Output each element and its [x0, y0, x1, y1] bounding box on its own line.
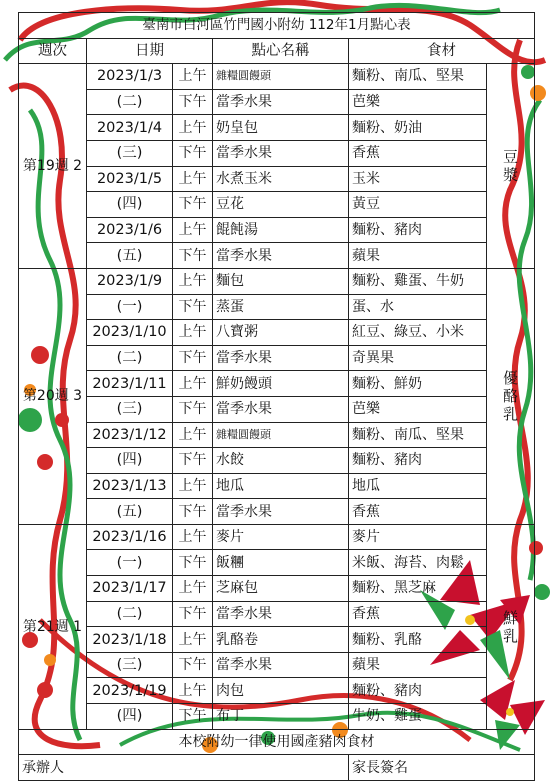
weekday-cell: (一) [87, 294, 173, 320]
snack-pm: 當季水果 [213, 345, 349, 371]
page-title: 臺南市白河區竹門國小附幼 112年1月點心表 [19, 13, 535, 39]
drink-label [487, 268, 535, 524]
snack-am: 餛飩湯 [213, 217, 349, 243]
footer-row [19, 729, 535, 755]
ingredients-am: 麥片 [349, 524, 487, 550]
session-pm: 下午 [173, 550, 213, 576]
session-am: 上午 [173, 524, 213, 550]
ingredients-am: 麵粉、奶油 [349, 115, 487, 141]
session-am: 上午 [173, 627, 213, 653]
ingredients-pm: 蛋、水 [349, 294, 487, 320]
snack-am: 地瓜 [213, 473, 349, 499]
table-row [19, 166, 535, 192]
ingredients-pm: 香蕉 [349, 140, 487, 166]
weekday-cell: (五) [87, 243, 173, 269]
session-pm: 下午 [173, 243, 213, 269]
signature-row [19, 755, 535, 781]
snack-pm: 當季水果 [213, 89, 349, 115]
session-pm: 下午 [173, 345, 213, 371]
table-row [19, 243, 535, 269]
ingredients-pm: 蘋果 [349, 243, 487, 269]
date-cell: 2023/1/19 [87, 678, 173, 704]
drink-char: 乳 [502, 626, 518, 645]
table-row [19, 89, 535, 115]
date-cell: 2023/1/17 [87, 576, 173, 602]
table-row [19, 678, 535, 704]
ingredients-am: 麵粉、雞蛋、牛奶 [349, 268, 487, 294]
snack-pm: 布丁 [213, 704, 349, 730]
snack-am: 奶皇包 [213, 115, 349, 141]
weekday-cell: (四) [87, 448, 173, 474]
weekday-cell: (三) [87, 396, 173, 422]
snack-pm: 當季水果 [213, 499, 349, 525]
table-row [19, 499, 535, 525]
week-label: 第21週 1 [19, 524, 87, 729]
session-pm: 下午 [173, 601, 213, 627]
session-pm: 下午 [173, 140, 213, 166]
ingredients-am: 麵粉、豬肉 [349, 217, 487, 243]
date-cell: 2023/1/12 [87, 422, 173, 448]
date-cell: 2023/1/16 [87, 524, 173, 550]
ingredients-am: 玉米 [349, 166, 487, 192]
ingredients-am: 麵粉、南瓜、堅果 [349, 422, 487, 448]
drink-char: 乳 [502, 405, 518, 424]
snack-am: 乳酪卷 [213, 627, 349, 653]
snack-pm: 飯糰 [213, 550, 349, 576]
table-row [19, 704, 535, 730]
ingredients-am: 麵粉、豬肉 [349, 678, 487, 704]
date-cell: 2023/1/5 [87, 166, 173, 192]
ingredients-am: 麵粉、南瓜、堅果 [349, 64, 487, 90]
table-row [19, 140, 535, 166]
ingredients-pm: 奇異果 [349, 345, 487, 371]
snack-pm: 豆花 [213, 192, 349, 218]
table-row [19, 217, 535, 243]
drink-char: 酪 [502, 387, 518, 406]
session-pm: 下午 [173, 499, 213, 525]
session-am: 上午 [173, 320, 213, 346]
snack-menu-table [18, 12, 535, 781]
date-cell: 2023/1/13 [87, 473, 173, 499]
snack-pm: 水餃 [213, 448, 349, 474]
ingredients-pm: 香蕉 [349, 499, 487, 525]
ingredients-am: 紅豆、綠豆、小米 [349, 320, 487, 346]
session-am: 上午 [173, 678, 213, 704]
snack-am: 雜糧圓饅頭 [213, 422, 349, 448]
ingredients-am: 麵粉、黑芝麻 [349, 576, 487, 602]
ingredients-pm: 蘋果 [349, 652, 487, 678]
date-cell: 2023/1/10 [87, 320, 173, 346]
session-am: 上午 [173, 115, 213, 141]
session-am: 上午 [173, 64, 213, 90]
table-row [19, 652, 535, 678]
snack-pm: 當季水果 [213, 601, 349, 627]
snack-am: 水煮玉米 [213, 166, 349, 192]
session-pm: 下午 [173, 704, 213, 730]
drink-char: 鮮 [502, 608, 518, 627]
table-row [19, 320, 535, 346]
table-row [19, 473, 535, 499]
snack-pm: 當季水果 [213, 396, 349, 422]
ingredients-pm: 牛奶、雞蛋 [349, 704, 487, 730]
weekday-cell: (四) [87, 704, 173, 730]
session-am: 上午 [173, 422, 213, 448]
organizer-signature: 承辦人 [19, 755, 349, 781]
snack-am: 麥片 [213, 524, 349, 550]
session-am: 上午 [173, 217, 213, 243]
date-cell: 2023/1/18 [87, 627, 173, 653]
session-am: 上午 [173, 371, 213, 397]
snack-am: 雜糧圓饅頭 [213, 64, 349, 90]
weekday-cell: (二) [87, 601, 173, 627]
weekday-cell: (三) [87, 140, 173, 166]
ingredients-am: 麵粉、鮮奶 [349, 371, 487, 397]
ingredients-pm: 麵粉、豬肉 [349, 448, 487, 474]
snack-am: 肉包 [213, 678, 349, 704]
parent-signature: 家長簽名 [349, 755, 535, 781]
drink-char: 優 [502, 369, 518, 388]
header-snack: 點心名稱 [213, 38, 349, 64]
snack-am: 麵包 [213, 268, 349, 294]
table-row [19, 64, 535, 90]
drink-char: 豆 [502, 148, 518, 167]
session-pm: 下午 [173, 192, 213, 218]
session-am: 上午 [173, 268, 213, 294]
table-row [19, 115, 535, 141]
table-row [19, 345, 535, 371]
weekday-cell: (三) [87, 652, 173, 678]
table-row [19, 268, 535, 294]
snack-pm: 蒸蛋 [213, 294, 349, 320]
ingredients-am: 麵粉、乳酪 [349, 627, 487, 653]
snack-pm: 當季水果 [213, 652, 349, 678]
snack-am: 芝麻包 [213, 576, 349, 602]
week-label: 第20週 3 [19, 268, 87, 524]
table-row [19, 192, 535, 218]
table-row [19, 550, 535, 576]
weekday-cell: (五) [87, 499, 173, 525]
drink-label [487, 524, 535, 729]
snack-am: 八寶粥 [213, 320, 349, 346]
weekday-cell: (一) [87, 550, 173, 576]
ingredients-pm: 芭樂 [349, 89, 487, 115]
snack-pm: 當季水果 [213, 243, 349, 269]
header-ingredients: 食材 [349, 38, 535, 64]
date-cell: 2023/1/11 [87, 371, 173, 397]
drink-label [487, 64, 535, 269]
ingredients-pm: 香蕉 [349, 601, 487, 627]
drink-char: 漿 [502, 166, 518, 185]
table-row [19, 448, 535, 474]
weekday-cell: (二) [87, 89, 173, 115]
date-cell: 2023/1/4 [87, 115, 173, 141]
session-pm: 下午 [173, 652, 213, 678]
ingredients-pm: 黃豆 [349, 192, 487, 218]
table-row [19, 371, 535, 397]
table-row [19, 627, 535, 653]
weekday-cell: (四) [87, 192, 173, 218]
ingredients-pm: 芭樂 [349, 396, 487, 422]
snack-pm: 當季水果 [213, 140, 349, 166]
table-row [19, 294, 535, 320]
session-am: 上午 [173, 473, 213, 499]
session-pm: 下午 [173, 89, 213, 115]
date-cell: 2023/1/3 [87, 64, 173, 90]
weekday-cell: (二) [87, 345, 173, 371]
table-row [19, 524, 535, 550]
table-row [19, 601, 535, 627]
session-pm: 下午 [173, 396, 213, 422]
week-label: 第19週 2 [19, 64, 87, 269]
footer-note: 本校附幼一律使用國產豬肉食材 [19, 729, 535, 755]
date-cell: 2023/1/6 [87, 217, 173, 243]
session-pm: 下午 [173, 448, 213, 474]
snack-am: 鮮奶饅頭 [213, 371, 349, 397]
session-pm: 下午 [173, 294, 213, 320]
session-am: 上午 [173, 166, 213, 192]
table-row [19, 422, 535, 448]
table-row [19, 576, 535, 602]
header-date: 日期 [87, 38, 213, 64]
date-cell: 2023/1/9 [87, 268, 173, 294]
ingredients-am: 地瓜 [349, 473, 487, 499]
ingredients-pm: 米飯、海苔、肉鬆 [349, 550, 487, 576]
table-row [19, 396, 535, 422]
session-am: 上午 [173, 576, 213, 602]
header-week: 週次 [19, 38, 87, 64]
